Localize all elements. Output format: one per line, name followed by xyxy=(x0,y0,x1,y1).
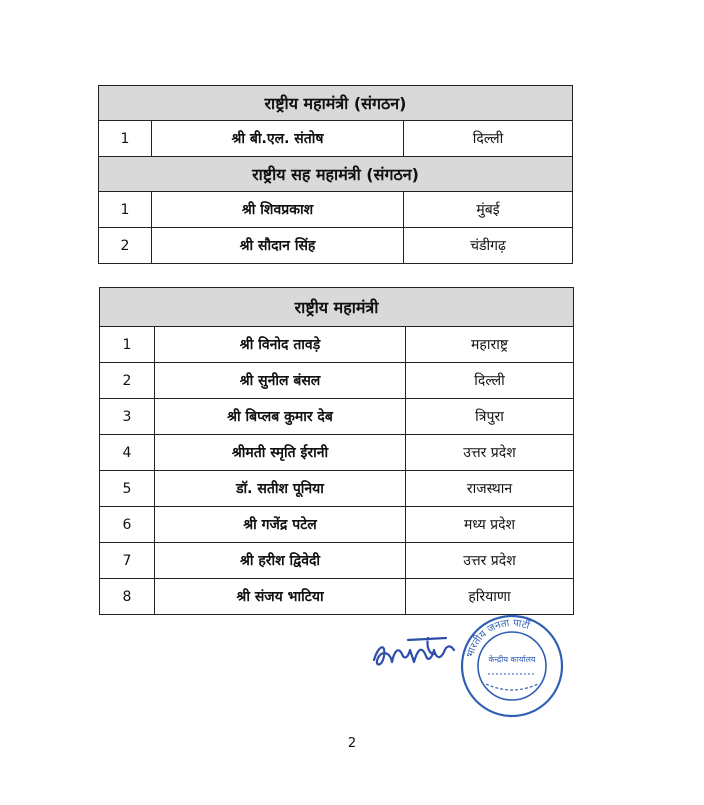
party-seal-stamp xyxy=(458,612,566,720)
member-state: उत्तर प्रदेश xyxy=(406,435,574,471)
member-name: डॉ. सतीश पूनिया xyxy=(155,471,406,507)
member-state: उत्तर प्रदेश xyxy=(406,543,574,579)
member-name: श्री संजय भाटिया xyxy=(155,579,406,615)
serial-number: 5 xyxy=(100,471,155,507)
section-title: राष्ट्रीय महामंत्री xyxy=(100,288,574,327)
section-header-row xyxy=(99,157,573,192)
table-row xyxy=(100,579,574,615)
serial-number: 2 xyxy=(100,363,155,399)
member-name: श्री शिवप्रकाश xyxy=(152,192,404,228)
svg-text:भारतीय जनता पार्टी: भारतीय जनता पार्टी xyxy=(464,617,531,659)
table-row xyxy=(100,399,574,435)
serial-number: 2 xyxy=(99,228,152,264)
table-row xyxy=(99,228,573,264)
section-title: राष्ट्रीय सह महामंत्री (संगठन) xyxy=(99,157,573,192)
table-row xyxy=(100,471,574,507)
table-row xyxy=(100,435,574,471)
table-row xyxy=(99,192,573,228)
member-state: दिल्ली xyxy=(406,363,574,399)
member-name: श्री गजेंद्र पटेल xyxy=(155,507,406,543)
table-row xyxy=(100,363,574,399)
table-row xyxy=(99,121,573,157)
member-state: मुंबई xyxy=(404,192,573,228)
table-row xyxy=(100,543,574,579)
member-state: चंडीगढ़ xyxy=(404,228,573,264)
svg-text:केन्द्रीय कार्यालय: केन्द्रीय कार्यालय xyxy=(488,655,536,664)
serial-number: 6 xyxy=(100,507,155,543)
signature xyxy=(368,628,464,678)
serial-number: 3 xyxy=(100,399,155,435)
general-secretaries-table xyxy=(99,287,574,615)
section-header-row xyxy=(100,288,574,327)
serial-number: 1 xyxy=(99,192,152,228)
section-title: राष्ट्रीय महामंत्री (संगठन) xyxy=(99,86,573,121)
serial-number: 1 xyxy=(99,121,152,157)
serial-number: 4 xyxy=(100,435,155,471)
member-name: श्री हरीश द्विवेदी xyxy=(155,543,406,579)
member-state: राजस्थान xyxy=(406,471,574,507)
page-number: 2 xyxy=(347,736,357,751)
member-state: हरियाणा xyxy=(406,579,574,615)
member-name: श्री बिप्लब कुमार देब xyxy=(155,399,406,435)
member-state: महाराष्ट्र xyxy=(406,327,574,363)
serial-number: 1 xyxy=(100,327,155,363)
member-name: श्री सौदान सिंह xyxy=(152,228,404,264)
member-state: त्रिपुरा xyxy=(406,399,574,435)
organisation-table xyxy=(98,85,573,264)
serial-number: 8 xyxy=(100,579,155,615)
member-name: श्रीमती स्मृति ईरानी xyxy=(155,435,406,471)
section-header-row xyxy=(99,86,573,121)
table-row xyxy=(100,507,574,543)
table-row xyxy=(100,327,574,363)
member-name: श्री बी.एल. संतोष xyxy=(152,121,404,157)
member-name: श्री विनोद तावड़े xyxy=(155,327,406,363)
serial-number: 7 xyxy=(100,543,155,579)
member-state: मध्य प्रदेश xyxy=(406,507,574,543)
member-state: दिल्ली xyxy=(404,121,573,157)
member-name: श्री सुनील बंसल xyxy=(155,363,406,399)
